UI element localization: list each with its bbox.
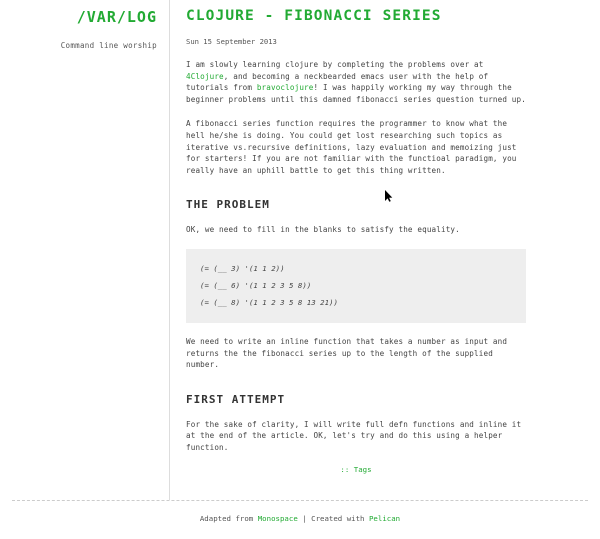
link-bravoclojure[interactable]: bravoclojure (256, 83, 314, 93)
footer-middle: | Created with (297, 514, 369, 523)
footer-generator-link[interactable]: Pelican (368, 514, 401, 523)
section-heading-the-problem: THE PROBLEM (186, 198, 270, 212)
article-paragraph-2: A fibonacci series function requires the programmer to know what the hell he/she is doing. You could get lost researching such topics as iterative vs.recursive definitions, lazy evaluation and memoizing just for starters! If you are not familiar with the functioal paradigm, you really have an uphill battle to get this thing written. (186, 119, 517, 175)
intro-text-2: , and becoming a neckbearded emacs user with the help of tutorials from (186, 71, 489, 93)
footer-theme-link[interactable]: Monospace (257, 514, 298, 523)
section-after-paragraph-the-problem: We need to write an inline function that takes a number as input and returns the the fibonacci series up to the length of the supplied number. (186, 336, 508, 370)
section-paragraph-the-problem: OK, we need to fill in the blanks to satisfy the equality. (186, 225, 460, 235)
article-main (186, 0, 526, 454)
intro-text-1: I am slowly learning clojure by completing the problems over at (186, 60, 484, 69)
sidebar (0, 0, 170, 500)
site-title[interactable]: /VAR/LOG (76, 8, 157, 26)
footer-divider (12, 500, 588, 501)
code-line: (= (__ 8) '(1 1 2 3 5 8 13 21)) (200, 297, 338, 307)
tags-row (186, 465, 526, 474)
article-date: Sun 15 September 2013 (186, 37, 277, 46)
footer (0, 514, 600, 523)
intro-text-3: ! I was happily working my way through the beginner problems until this damned fibonacci series question turned up. (186, 83, 526, 104)
footer-prefix: Adapted from (199, 514, 258, 523)
link-4clojure[interactable]: 4Clojure (186, 71, 224, 81)
section-heading-first-attempt: FIRST ATTEMPT (186, 392, 286, 406)
article-intro-paragraph (186, 59, 526, 105)
code-block-problem (186, 249, 526, 323)
tags-link[interactable]: :: Tags (340, 465, 372, 474)
section-paragraph-first-attempt: For the sake of clarity, I will write full defn functions and inline it at the end of the article. OK, let's try and do this using a helper function. (186, 419, 522, 452)
code-line: (= (__ 3) '(1 1 2)) (200, 263, 285, 273)
page-title: CLOJURE - FIBONACCI SERIES (186, 8, 442, 24)
code-line: (= (__ 6) '(1 1 2 3 5 8)) (200, 280, 312, 290)
site-subtitle: Command line worship (60, 41, 157, 50)
